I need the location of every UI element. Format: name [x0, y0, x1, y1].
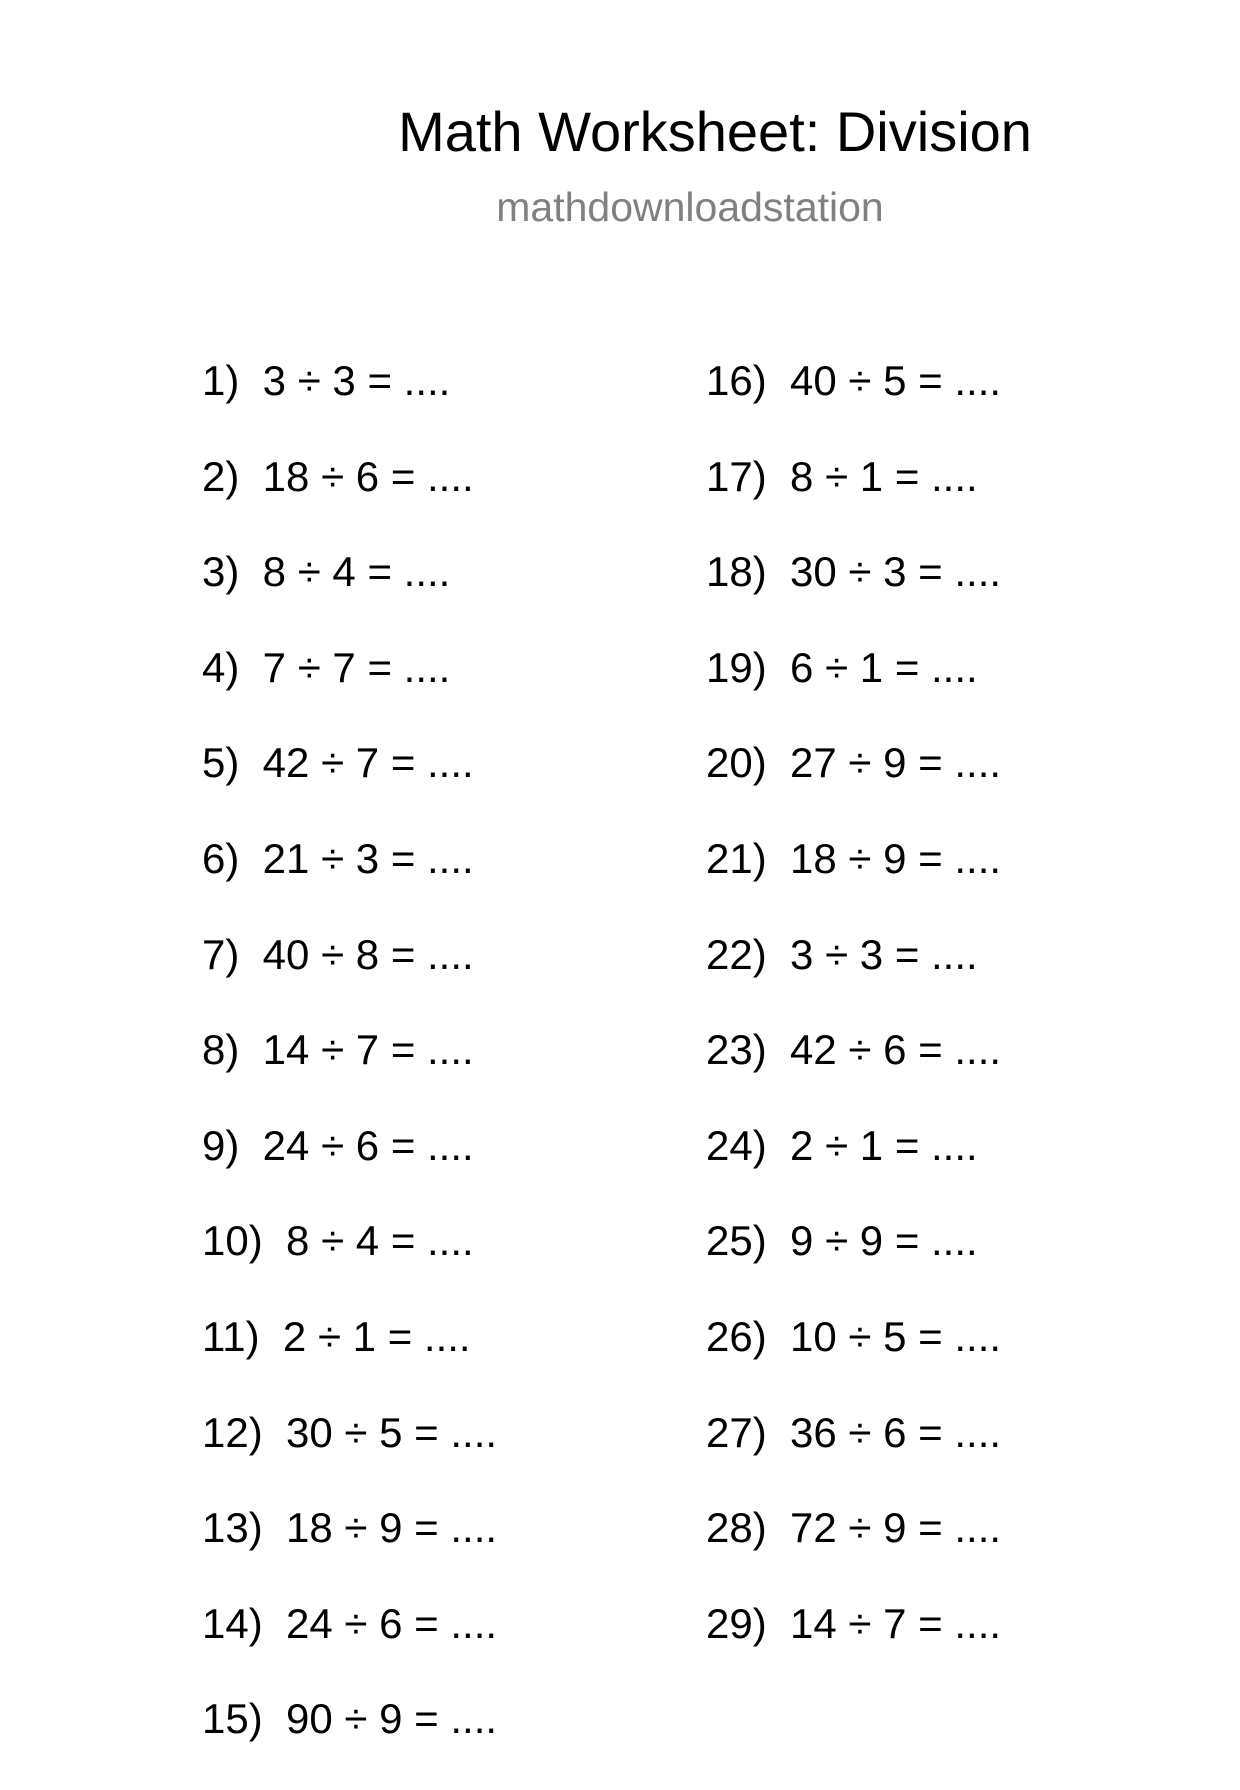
problem-item: 19) 6 ÷ 1 = ....	[706, 643, 978, 691]
site-name: mathdownloadstation	[496, 184, 884, 230]
problem-item: 6) 21 ÷ 3 = ....	[202, 834, 474, 882]
problem-item: 17) 8 ÷ 1 = ....	[706, 452, 978, 500]
problem-item: 3) 8 ÷ 4 = ....	[202, 548, 451, 596]
problem-item: 24) 2 ÷ 1 = ....	[706, 1121, 978, 1169]
problem-item: 20) 27 ÷ 9 = ....	[706, 739, 1002, 787]
problem-item: 25) 9 ÷ 9 = ....	[706, 1217, 978, 1265]
problem-item: 8) 14 ÷ 7 = ....	[202, 1026, 474, 1074]
problem-item: 28) 72 ÷ 9 = ....	[706, 1504, 1002, 1552]
problem-item: 13) 18 ÷ 9 = ....	[202, 1504, 498, 1552]
problem-item: 14) 24 ÷ 6 = ....	[202, 1599, 498, 1647]
problem-item: 29) 14 ÷ 7 = ....	[706, 1599, 1002, 1647]
problem-item: 16) 40 ÷ 5 = ....	[706, 357, 1002, 404]
problem-item: 27) 36 ÷ 6 = ....	[706, 1408, 1002, 1456]
page-title: Math Worksheet: Division	[398, 100, 1032, 163]
problem-item: 10) 8 ÷ 4 = ....	[202, 1217, 474, 1265]
problem-item: 9) 24 ÷ 6 = ....	[202, 1121, 474, 1169]
problems-column-left	[202, 356, 497, 1790]
problem-item: 23) 42 ÷ 6 = ....	[706, 1026, 1002, 1074]
problem-item: 21) 18 ÷ 9 = ....	[706, 834, 1002, 882]
problem-item: 11) 2 ÷ 1 = ....	[202, 1312, 471, 1360]
problem-item: 15) 90 ÷ 9 = ....	[202, 1695, 498, 1743]
problem-item: 22) 3 ÷ 3 = ....	[706, 930, 978, 978]
problem-item: 26) 10 ÷ 5 = ....	[706, 1312, 1002, 1360]
problem-item: 18) 30 ÷ 3 = ....	[706, 548, 1002, 596]
problem-item: 12) 30 ÷ 5 = ....	[202, 1408, 498, 1456]
problem-item: 7) 40 ÷ 8 = ....	[202, 930, 474, 978]
problems-column-right	[706, 356, 1001, 1694]
problem-item: 4) 7 ÷ 7 = ....	[202, 643, 451, 691]
problem-item: 2) 18 ÷ 6 = ....	[202, 452, 474, 500]
problem-item: 5) 42 ÷ 7 = ....	[202, 739, 474, 787]
problem-item: 1) 3 ÷ 3 = ....	[202, 357, 451, 404]
